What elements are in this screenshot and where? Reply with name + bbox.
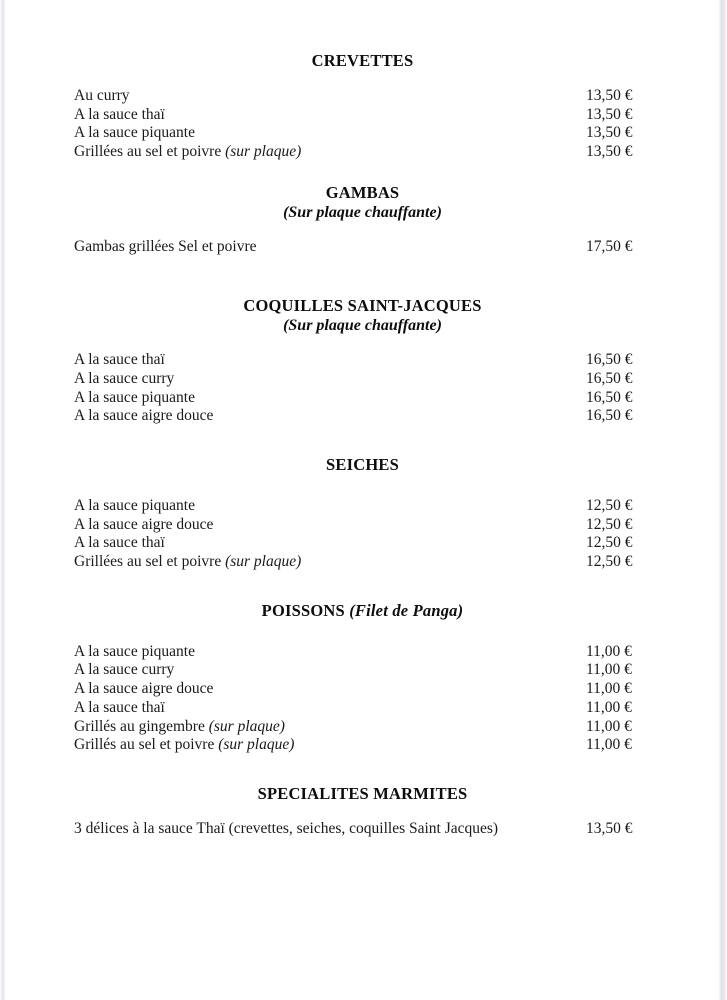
menu-item[interactable] bbox=[8, 106, 717, 125]
item-label: Grillées au sel et poivre bbox=[74, 553, 226, 571]
page-left-edge bbox=[0, 0, 6, 1000]
spacer bbox=[8, 71, 717, 87]
item-note: (sur plaque) bbox=[218, 736, 295, 754]
spacer bbox=[8, 257, 717, 297]
menu-section-specialites-marmites bbox=[8, 785, 717, 839]
item-price: 11,00 € bbox=[586, 698, 632, 716]
item-label: A la sauce aigre douce bbox=[74, 680, 214, 698]
spacer bbox=[8, 162, 717, 184]
section-heading-specialites-marmites bbox=[8, 785, 717, 804]
item-list-crevettes bbox=[8, 87, 717, 162]
item-price: 11,00 € bbox=[586, 717, 632, 735]
spacer bbox=[8, 755, 717, 785]
item-price: 13,50 € bbox=[586, 819, 633, 837]
item-price: 16,50 € bbox=[586, 407, 633, 425]
spacer bbox=[8, 621, 717, 643]
spacer bbox=[8, 222, 717, 238]
item-price: 12,50 € bbox=[586, 496, 633, 514]
section-heading-text: CREVETTES bbox=[311, 51, 414, 70]
section-heading-gambas bbox=[8, 184, 717, 203]
section-subheading-gambas: (Sur plaque chauffante) bbox=[283, 203, 442, 221]
item-list-specialites-marmites bbox=[8, 820, 717, 839]
menu-item[interactable] bbox=[8, 351, 717, 370]
section-heading-text: COQUILLES SAINT-JACQUES bbox=[243, 295, 482, 315]
item-label: Au curry bbox=[74, 86, 130, 104]
section-heading-italic-suffix: (Filet de Panga) bbox=[349, 600, 464, 620]
menu-item[interactable] bbox=[8, 516, 717, 535]
item-price: 13,50 € bbox=[586, 105, 633, 123]
item-label: A la sauce thaï bbox=[74, 105, 165, 123]
section-heading-poissons bbox=[8, 602, 717, 621]
menu-item[interactable] bbox=[8, 407, 717, 426]
menu-section-crevettes bbox=[8, 52, 717, 162]
item-label: 3 délices à la sauce Thaï (crevettes, seiches, coquilles Saint Jacques) bbox=[74, 819, 499, 837]
menu-item[interactable] bbox=[8, 643, 717, 662]
menu-section-coquilles-saint-jacques bbox=[8, 297, 717, 426]
item-label: A la sauce piquante bbox=[74, 124, 195, 142]
item-price: 16,50 € bbox=[586, 351, 633, 369]
item-label: A la sauce thaï bbox=[74, 698, 165, 716]
spacer bbox=[8, 804, 717, 820]
menu-item[interactable] bbox=[8, 534, 717, 553]
item-label: Grillées au sel et poivre bbox=[74, 143, 226, 161]
item-price: 11,00 € bbox=[586, 661, 632, 679]
section-subheading-coquilles-saint-jacques: (Sur plaque chauffante) bbox=[283, 316, 442, 334]
menu-item[interactable] bbox=[8, 718, 717, 737]
item-label: A la sauce aigre douce bbox=[74, 407, 214, 425]
item-price: 17,50 € bbox=[586, 238, 633, 256]
item-price: 13,50 € bbox=[586, 86, 633, 104]
menu-item[interactable] bbox=[8, 389, 717, 408]
item-price: 11,00 € bbox=[586, 642, 632, 660]
item-label: Grillés au sel et poivre bbox=[74, 736, 219, 754]
item-price: 16,50 € bbox=[586, 388, 633, 406]
item-note: (sur plaque) bbox=[208, 717, 285, 735]
section-heading-text: POISSONS bbox=[261, 600, 350, 620]
item-label: A la sauce curry bbox=[74, 369, 175, 387]
item-list-seiches bbox=[8, 497, 717, 572]
section-heading-text: SPECIALITES MARMITES bbox=[257, 783, 468, 803]
spacer bbox=[8, 475, 717, 497]
spacer bbox=[8, 572, 717, 602]
item-label: A la sauce curry bbox=[74, 661, 175, 679]
menu-item[interactable] bbox=[8, 680, 717, 699]
item-list-gambas bbox=[8, 238, 717, 257]
menu-item[interactable] bbox=[8, 699, 717, 718]
menu-item[interactable] bbox=[8, 124, 717, 143]
menu-section-seiches bbox=[8, 456, 717, 572]
item-label: Gambas grillées Sel et poivre bbox=[74, 238, 257, 256]
item-note: (sur plaque) bbox=[225, 553, 302, 571]
spacer bbox=[8, 335, 717, 351]
item-price: 11,00 € bbox=[586, 736, 632, 754]
item-label: A la sauce thaï bbox=[74, 351, 165, 369]
menu-item[interactable] bbox=[8, 553, 717, 572]
menu-item[interactable] bbox=[8, 661, 717, 680]
item-list-coquilles-saint-jacques bbox=[8, 351, 717, 426]
section-heading-seiches bbox=[8, 456, 717, 475]
section-heading-text: GAMBAS bbox=[325, 182, 400, 202]
item-price: 13,50 € bbox=[586, 143, 633, 161]
page-right-edge bbox=[718, 0, 727, 1000]
menu-item[interactable] bbox=[8, 370, 717, 389]
section-heading-crevettes bbox=[8, 52, 717, 71]
spacer bbox=[8, 426, 717, 456]
item-label: A la sauce thaï bbox=[74, 534, 165, 552]
section-heading-text: SEICHES bbox=[326, 455, 399, 475]
item-label: A la sauce piquante bbox=[74, 496, 195, 514]
item-list-poissons bbox=[8, 643, 717, 755]
menu-sheet bbox=[8, 0, 717, 1000]
menu-item[interactable] bbox=[8, 736, 717, 755]
menu-section-poissons bbox=[8, 602, 717, 755]
item-label: Grillés au gingembre bbox=[74, 717, 209, 735]
item-price: 12,50 € bbox=[586, 553, 633, 571]
menu-section-gambas bbox=[8, 184, 717, 257]
item-price: 12,50 € bbox=[586, 515, 633, 533]
item-price: 16,50 € bbox=[586, 369, 633, 387]
item-price: 11,00 € bbox=[586, 680, 632, 698]
menu-item[interactable] bbox=[8, 238, 717, 257]
section-heading-coquilles-saint-jacques bbox=[8, 297, 717, 316]
item-label: A la sauce piquante bbox=[74, 388, 195, 406]
menu-item[interactable] bbox=[8, 143, 717, 162]
item-label: A la sauce piquante bbox=[74, 642, 195, 660]
item-price: 12,50 € bbox=[586, 534, 633, 552]
menu-item[interactable] bbox=[8, 497, 717, 516]
item-label: A la sauce aigre douce bbox=[74, 515, 214, 533]
item-price: 13,50 € bbox=[586, 124, 633, 142]
menu-item[interactable] bbox=[8, 820, 717, 839]
menu-item[interactable] bbox=[8, 87, 717, 106]
item-note: (sur plaque) bbox=[225, 143, 302, 161]
